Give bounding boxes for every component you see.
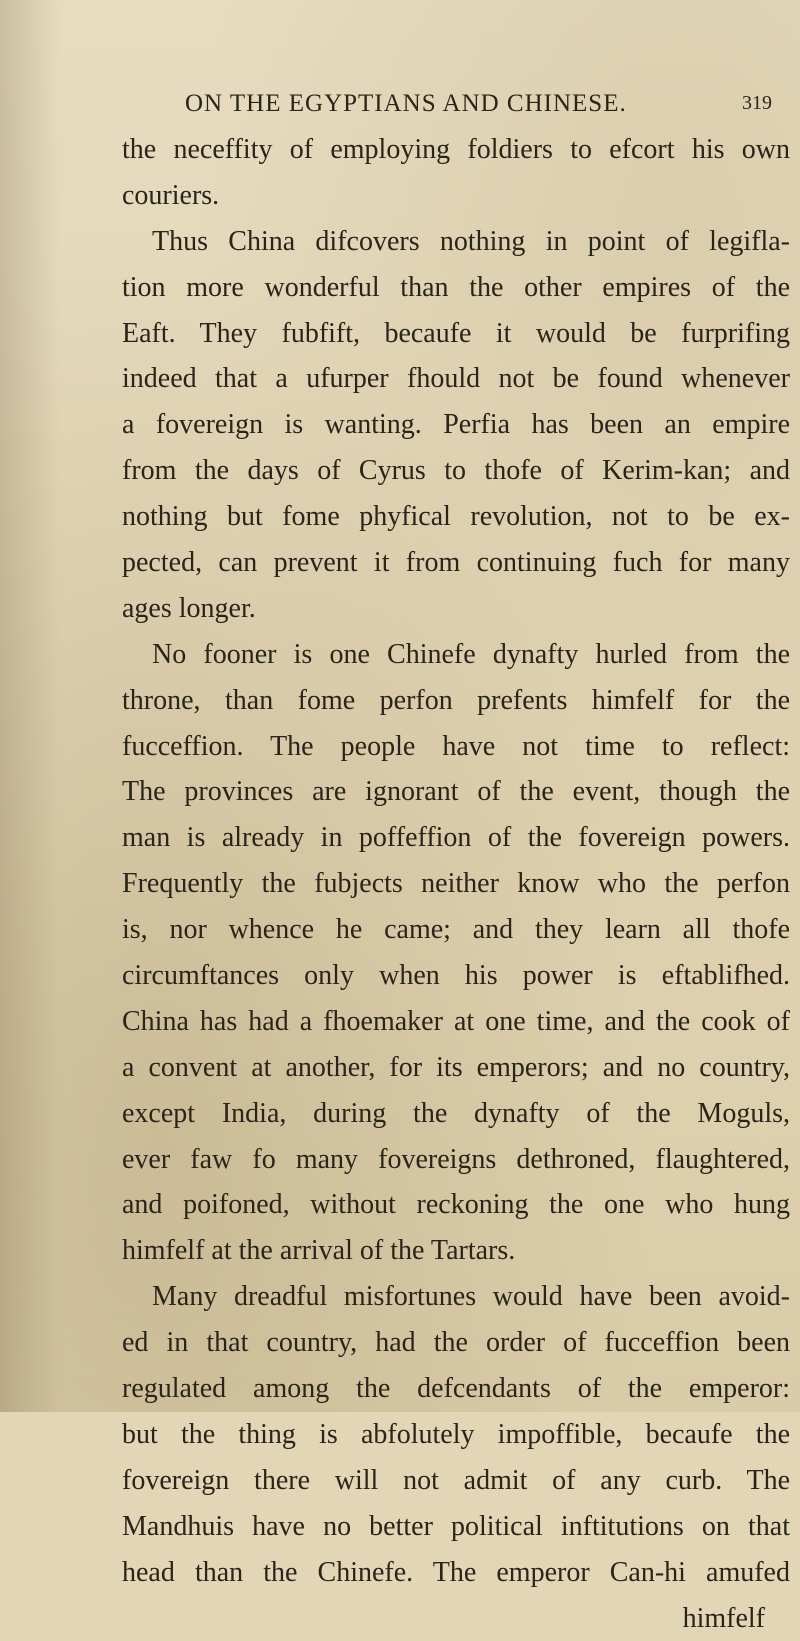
text-line: Frequently the fubjects neither know who the perfon [122,861,790,907]
text-line: and poifoned, without reckoning the one who hung [122,1182,790,1228]
text-line: ed in that country, had the order of fucceffion been [122,1320,790,1366]
text-line: China has had a fhoemaker at one time, and the cook of [122,999,790,1045]
text-line: The provinces are ignorant of the event, though the [122,769,790,815]
text-line: nothing but fome phyfical revolution, not to be ex- [122,494,790,540]
text-line: Many dreadful misfortunes would have been avoid- [122,1274,790,1320]
page-header [185,90,785,130]
text-line: throne, than fome perfon prefents himfelf for the [122,678,790,724]
text-line: Mandhuis have no better political inftitutions on that [122,1504,790,1550]
text-line: regulated among the defcendants of the emperor: [122,1366,790,1412]
text-line: Eaft. They fubfift, becaufe it would be furprifing [122,311,790,357]
page-gutter-shadow [0,0,60,1412]
text-line: a fovereign is wanting. Perfia has been an empire [122,402,790,448]
text-line: ages longer. [122,586,790,632]
text-line: circumftances only when his power is eftablifhed. [122,953,790,999]
text-line: head than the Chinefe. The emperor Can-hi amufed [122,1550,790,1596]
text-line: except India, during the dynafty of the Moguls, [122,1091,790,1137]
text-line: pected, can prevent it from continuing fuch for many [122,540,790,586]
text-line: himfelf at the arrival of the Tartars. [122,1228,790,1274]
text-line: fovereign there will not admit of any curb. The [122,1458,790,1504]
text-line: a convent at another, for its emperors; and no country, [122,1045,790,1091]
text-line: Thus China difcovers nothing in point of legifla- [122,219,790,265]
page-number: 319 [742,92,772,115]
text-line: is, nor whence he came; and they learn all thofe [122,907,790,953]
text-line: fucceffion. The people have not time to reflect: [122,724,790,770]
text-line: ever faw fo many fovereigns dethroned, flaughtered, [122,1137,790,1183]
text-line: from the days of Cyrus to thofe of Kerim-kan; and [122,448,790,494]
text-line: the neceffity of employing foldiers to efcort his own [122,127,790,173]
text-line: couriers. [122,173,790,219]
text-line: indeed that a ufurper fhould not be found whenever [122,356,790,402]
text-line: but the thing is abfolutely impoffible, becaufe the [122,1412,790,1458]
body-text [122,127,790,1641]
catchword: himfelf [122,1596,790,1641]
text-line: tion more wonderful than the other empires of the [122,265,790,311]
running-head: ON THE EGYPTIANS AND CHINESE. [185,90,627,118]
text-line: man is already in poffeffion of the fovereign powers. [122,815,790,861]
text-line: No fooner is one Chinefe dynafty hurled from the [122,632,790,678]
